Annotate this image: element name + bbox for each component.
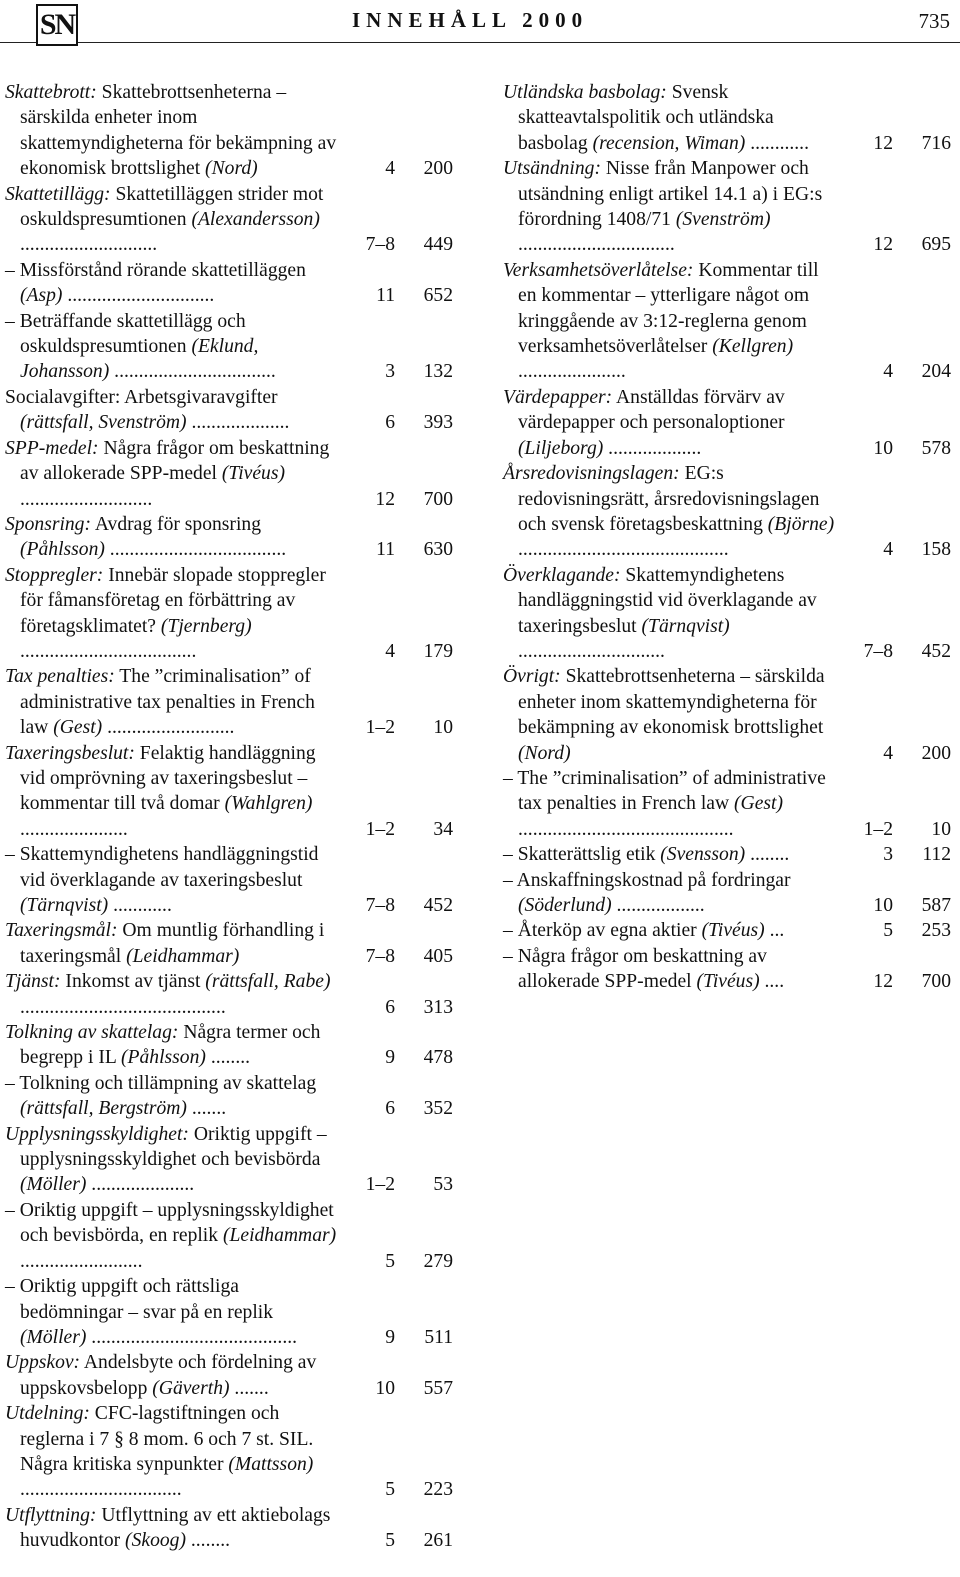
entry-issue-number: 4 xyxy=(883,539,893,561)
entry-issue-number: 3 xyxy=(385,361,395,383)
entry-page-number: 179 xyxy=(423,640,453,662)
entry-author: (Kellgren) xyxy=(712,336,794,358)
entry-issue-number: 6 xyxy=(385,412,395,434)
entry-leader-dots: ....... xyxy=(186,1098,227,1120)
entry-text: Skattebrottsenheterna – särskilda enheter inom skattemyndigheterna för bekämpning av ekonomisk brottslighet xyxy=(20,82,337,180)
entry-author: (Möller) xyxy=(20,1326,87,1348)
entry-issue-number: 5 xyxy=(385,1530,395,1552)
entry-leader-dots: ............................ xyxy=(20,234,158,256)
entry-issue-number: 1–2 xyxy=(365,717,395,739)
index-entry xyxy=(503,918,951,943)
index-entry xyxy=(5,258,453,309)
entry-text: – Skattemyndighetens handläggningstid vid överklagande av taxeringsbeslut xyxy=(5,844,319,891)
entry-leader-dots: ................... xyxy=(603,437,702,459)
entry-author: (Björne) xyxy=(767,513,835,535)
entry-author: (Tivéus) xyxy=(221,463,285,485)
entry-text: – Beträffande skattetillägg och oskuldspresumtionen xyxy=(5,310,246,358)
index-entry xyxy=(503,766,951,842)
index-entry xyxy=(5,969,453,1020)
section-title: INNEHÅLL 2000 xyxy=(352,8,589,32)
entry-author: (Wahlgren) xyxy=(224,793,313,815)
entry-page-number: 112 xyxy=(922,844,951,866)
entry-text: Några termer och begrepp i IL xyxy=(20,1022,321,1069)
entry-author: (Gest) xyxy=(53,717,103,739)
entry-leader-dots: ........................... xyxy=(20,488,153,510)
entry-keyword: Stoppregler: xyxy=(5,564,104,586)
index-entry xyxy=(5,182,453,258)
index-entry xyxy=(503,563,951,665)
entry-leader-dots: ............ xyxy=(108,895,172,916)
entry-text: – Några frågor om beskattning av allokerade SPP-medel xyxy=(503,945,767,993)
entry-author: (Påhlsson) xyxy=(20,539,105,561)
entry-text: Några frågor om beskattning av allokerade SPP-medel xyxy=(20,437,330,485)
entry-author: (Tjernberg) xyxy=(160,615,252,637)
entry-author: (Leidhammar) xyxy=(126,945,240,967)
entry-keyword: Skattetillägg: xyxy=(5,183,111,205)
entry-issue-number: 4 xyxy=(883,742,893,764)
entry-page-number: 200 xyxy=(423,158,453,180)
entry-issue-number: 7–8 xyxy=(365,895,395,916)
entry-text: – Oriktig uppgift – upplysningsskyldighet och bevisbörda, en replik xyxy=(5,1199,334,1247)
entry-page-number: 158 xyxy=(921,539,951,561)
entry-page-number: 700 xyxy=(921,971,951,993)
entry-text: Skattetilläggen strider mot oskuldspresumtionen xyxy=(20,183,324,231)
entry-page-number: 630 xyxy=(423,539,453,561)
entry-page-number: 449 xyxy=(423,234,453,256)
index-entry xyxy=(503,842,951,867)
entry-page-number: 53 xyxy=(433,1174,453,1196)
entry-text: – Återköp av egna aktier xyxy=(503,920,702,942)
entry-leader-dots: ...................... xyxy=(20,818,128,840)
index-entry xyxy=(503,385,951,461)
entry-author: (rättsfall, Svenström) xyxy=(20,412,187,434)
entry-keyword: Utdelning: xyxy=(5,1403,90,1425)
entry-leader-dots: ..................... xyxy=(86,1174,195,1196)
entry-issue-number: 4 xyxy=(883,361,893,383)
entry-author: (Eklund, Johansson) xyxy=(20,336,259,383)
page-header xyxy=(0,0,960,52)
entry-keyword: Överklagande: xyxy=(503,564,621,586)
entry-issue-number: 5 xyxy=(385,1250,395,1272)
entry-author: (Liljeborg) xyxy=(518,437,604,459)
entry-issue-number: 10 xyxy=(873,895,893,916)
index-column-left xyxy=(5,80,453,1554)
entry-page-number: 393 xyxy=(423,412,453,434)
entry-leader-dots: .......................................... xyxy=(86,1326,298,1348)
entry-keyword: Övrigt: xyxy=(503,666,561,688)
entry-keyword: Utländska basbolag: xyxy=(503,82,667,103)
index-entry xyxy=(5,1071,453,1122)
entry-leader-dots: .................................... xyxy=(104,539,287,561)
entry-page-number: 405 xyxy=(423,945,453,967)
entry-keyword: Årsredovisningslagen: xyxy=(503,463,680,485)
index-entry xyxy=(5,1350,453,1401)
index-entry xyxy=(5,436,453,512)
entry-page-number: 578 xyxy=(921,437,951,459)
entry-text: Innebär slopade stoppregler för fåmansföretag en förbättring av företagsklimatet? xyxy=(20,564,326,637)
entry-page-number: 452 xyxy=(921,640,951,662)
entry-keyword: Upplysningsskyldighet: xyxy=(5,1123,189,1145)
entry-issue-number: 9 xyxy=(385,1326,395,1348)
entry-leader-dots: .......................... xyxy=(102,717,235,739)
entry-author: (Söderlund) xyxy=(518,895,612,916)
entry-author: (Alexandersson) xyxy=(191,209,320,231)
entry-page-number: 204 xyxy=(921,361,951,383)
entry-text: Nisse från Manpower och utsändning enligt artikel 14.1 a) i EG:s förordning 1408/71 xyxy=(518,158,823,231)
entry-leader-dots: ...................... xyxy=(518,361,626,383)
entry-author: (Nord) xyxy=(205,158,258,180)
entry-keyword: Taxeringsbeslut: xyxy=(5,742,135,764)
entry-page-number: 34 xyxy=(433,818,453,840)
entry-text: Skattebrottsenheterna – särskilda enheter inom skattemyndigheterna för bekämpning av ekonomisk brottslighet xyxy=(518,666,825,739)
entry-author: (Svensson) xyxy=(660,844,746,866)
index-entry xyxy=(5,741,453,843)
index-entry xyxy=(5,1198,453,1274)
entry-leader-dots: ... xyxy=(764,920,785,942)
index-entry xyxy=(5,1274,453,1350)
entry-issue-number: 9 xyxy=(385,1047,395,1069)
entry-page-number: 695 xyxy=(921,234,951,256)
index-entry xyxy=(5,1020,453,1071)
entry-leader-dots: .................. xyxy=(611,895,705,916)
entry-leader-dots: ......................... xyxy=(20,1250,143,1272)
entry-issue-number: 1–2 xyxy=(863,818,893,840)
entry-text: Utflyttning av ett aktiebolags huvudkontor xyxy=(20,1504,331,1552)
entry-page-number: 557 xyxy=(423,1377,453,1399)
entry-page-number: 200 xyxy=(921,742,951,764)
entry-text: Anställdas förvärv av värdepapper och personaloptioner xyxy=(518,386,785,434)
index-entry xyxy=(503,461,951,563)
entry-page-number: 452 xyxy=(423,895,453,916)
entry-text: – Missförstånd rörande skattetilläggen xyxy=(5,259,306,281)
entry-text: – The ”criminalisation” of administrative tax penalties in French law xyxy=(503,767,826,815)
index-entry xyxy=(5,563,453,665)
entry-text: – Anskaffningskostnad på fordringar xyxy=(503,869,791,891)
entry-leader-dots: .............................. xyxy=(518,640,665,662)
index-entry xyxy=(5,1401,453,1503)
entry-text: Om muntlig förhandling i taxeringsmål xyxy=(20,920,325,967)
entry-issue-number: 7–8 xyxy=(365,945,395,967)
entry-issue-number: 12 xyxy=(873,132,893,154)
entry-text: Skattemyndighetens handläggningstid vid överklagande av taxeringsbeslut xyxy=(518,564,817,637)
entry-page-number: 253 xyxy=(921,920,951,942)
entry-text: – Tolkning och tillämpning av skattelag xyxy=(5,1072,317,1094)
entry-page-number: 352 xyxy=(423,1098,453,1120)
entry-leader-dots: .... xyxy=(759,971,785,993)
entry-author: (Tärnqvist) xyxy=(641,615,730,637)
entry-author: (Tivéus) xyxy=(696,971,760,993)
entry-text: Socialavgifter: Arbetsgivaravgifter xyxy=(5,386,278,408)
entry-leader-dots: ........ xyxy=(185,1530,231,1552)
entry-author: (Möller) xyxy=(20,1174,87,1196)
entry-issue-number: 7–8 xyxy=(863,640,893,662)
entry-keyword: SPP-medel: xyxy=(5,437,99,459)
entry-page-number: 716 xyxy=(921,132,951,154)
entry-author: (Tärnqvist) xyxy=(20,895,109,916)
entry-issue-number: 6 xyxy=(385,996,395,1018)
index-entry xyxy=(5,842,453,918)
entry-issue-number: 1–2 xyxy=(365,818,395,840)
page-number: 735 xyxy=(918,9,950,33)
index-entry xyxy=(5,1503,453,1554)
entry-author: (Asp) xyxy=(20,285,63,307)
entry-text: Inkomst av tjänst xyxy=(60,971,206,993)
entry-leader-dots: ................................. xyxy=(20,1479,182,1501)
entry-page-number: 223 xyxy=(423,1479,453,1501)
entry-author: (Gäverth) xyxy=(152,1377,230,1399)
entry-leader-dots: ................................ xyxy=(518,234,675,256)
entry-author: (Nord) xyxy=(518,742,571,764)
entry-author: (Gest) xyxy=(734,793,783,815)
entry-issue-number: 6 xyxy=(385,1098,395,1120)
entry-issue-number: 5 xyxy=(385,1479,395,1501)
entry-keyword: Utsändning: xyxy=(503,158,601,180)
entry-issue-number: 3 xyxy=(883,844,893,866)
entry-page-number: 652 xyxy=(423,285,453,307)
index-entry xyxy=(5,385,453,436)
entry-issue-number: 12 xyxy=(873,234,893,256)
entry-text: Felaktig handläggning vid omprövning av taxeringsbeslut – kommentar till två domar xyxy=(20,742,316,815)
entry-text: – Oriktig uppgift och rättsliga bedömningar – svar på en replik xyxy=(5,1276,274,1323)
entry-keyword: Tjänst: xyxy=(5,971,61,993)
entry-text: Kommentar till en kommentar – ytterligare något om kringgående av 3:12-reglerna genom verksamhetsöverlåtelser xyxy=(518,259,819,358)
entry-text: The ”criminalisation” of administrative tax penalties in French law xyxy=(20,666,315,739)
entry-keyword: Skattebrott: xyxy=(5,82,97,103)
index-entry xyxy=(5,1122,453,1198)
entry-leader-dots: ............ xyxy=(745,132,809,154)
entry-leader-dots: ....... xyxy=(229,1377,269,1399)
entry-author: (Svenström) xyxy=(675,209,771,231)
entry-author: (recension, Wiman) xyxy=(592,132,746,154)
entry-leader-dots: .................... xyxy=(186,412,290,434)
entry-page-number: 132 xyxy=(423,361,453,383)
entry-issue-number: 4 xyxy=(385,640,395,662)
entry-issue-number: 11 xyxy=(376,285,395,307)
entry-author: (Skoog) xyxy=(125,1530,186,1552)
entry-leader-dots: ........................................... xyxy=(518,539,729,561)
entry-issue-number: 10 xyxy=(375,1377,395,1399)
entry-leader-dots: ............................................ xyxy=(518,818,734,840)
entry-author: (rättsfall, Bergström) xyxy=(20,1098,187,1120)
entry-issue-number: 10 xyxy=(873,437,893,459)
entry-keyword: Utflyttning: xyxy=(5,1504,97,1526)
entry-page-number: 700 xyxy=(423,488,453,510)
index-entry xyxy=(503,944,951,995)
entry-leader-dots: .......................................... xyxy=(20,996,226,1018)
entry-author: (Leidhammar) xyxy=(222,1225,337,1247)
entry-leader-dots: .............................. xyxy=(62,285,215,307)
entry-page-number: 313 xyxy=(423,996,453,1018)
index-entry xyxy=(503,156,951,258)
entry-keyword: Uppskov: xyxy=(5,1352,81,1374)
entry-leader-dots: ........ xyxy=(745,844,790,866)
index-entry xyxy=(5,918,453,969)
entry-page-number: 10 xyxy=(433,717,453,739)
header-rule-left xyxy=(0,42,36,43)
index-entry xyxy=(503,80,951,156)
index-column-right xyxy=(503,80,951,995)
entry-page-number: 261 xyxy=(423,1530,453,1552)
entry-page-number: 478 xyxy=(423,1047,453,1069)
entry-leader-dots: ........ xyxy=(205,1047,251,1069)
entry-author: (Påhlsson) xyxy=(121,1047,206,1069)
entry-author: (Tivéus) xyxy=(701,920,765,942)
header-rule-right xyxy=(78,42,960,43)
index-entry xyxy=(5,664,453,740)
index-entry xyxy=(5,309,453,385)
entry-text: CFC-lagstiftningen och reglerna i 7 § 8 mom. 6 och 7 st. SIL. Några kritiska synpunkter xyxy=(20,1403,314,1475)
entry-text: Svensk skatteavtalspolitik och utländska basbolag xyxy=(518,82,774,154)
entry-leader-dots: ................................. xyxy=(109,361,276,383)
entry-keyword: Tax penalties: xyxy=(5,666,115,688)
entry-keyword: Taxeringsmål: xyxy=(5,920,118,942)
entry-text: Avdrag för sponsring xyxy=(91,513,261,535)
entry-issue-number: 4 xyxy=(385,158,395,180)
index-entry xyxy=(503,664,951,766)
entry-keyword: Värdepapper: xyxy=(503,386,613,408)
entry-issue-number: 1–2 xyxy=(365,1174,395,1196)
entry-page-number: 587 xyxy=(921,895,951,916)
entry-keyword: Tolkning av skattelag: xyxy=(5,1022,179,1044)
entry-issue-number: 12 xyxy=(375,488,395,510)
entry-issue-number: 12 xyxy=(873,971,893,993)
entry-page-number: 511 xyxy=(424,1326,453,1348)
entry-keyword: Verksamhetsöverlåtelse: xyxy=(503,259,694,281)
entry-issue-number: 7–8 xyxy=(365,234,395,256)
index-entry xyxy=(503,868,951,919)
entry-text: – Skatterättslig etik xyxy=(503,844,661,866)
journal-logo: SN xyxy=(36,4,78,46)
entry-issue-number: 5 xyxy=(883,920,893,942)
index-entry xyxy=(5,512,453,563)
entry-page-number: 10 xyxy=(931,818,951,840)
entry-keyword: Sponsring: xyxy=(5,513,92,535)
entry-text: Oriktig uppgift – upplysningsskyldighet och bevisbörda xyxy=(20,1123,327,1171)
entry-issue-number: 11 xyxy=(376,539,395,561)
entry-author: (Mattsson) xyxy=(228,1453,314,1475)
entry-author: (rättsfall, Rabe) xyxy=(205,971,331,993)
index-entry xyxy=(503,258,951,385)
entry-leader-dots: .................................... xyxy=(20,640,197,662)
entry-page-number: 279 xyxy=(423,1250,453,1272)
entry-text: Andelsbyte och fördelning av uppskovsbelopp xyxy=(20,1352,317,1399)
entry-text: EG:s redovisningsrätt, årsredovisningslagen och svensk företagsbeskattning xyxy=(518,463,820,535)
index-entry xyxy=(5,80,453,182)
